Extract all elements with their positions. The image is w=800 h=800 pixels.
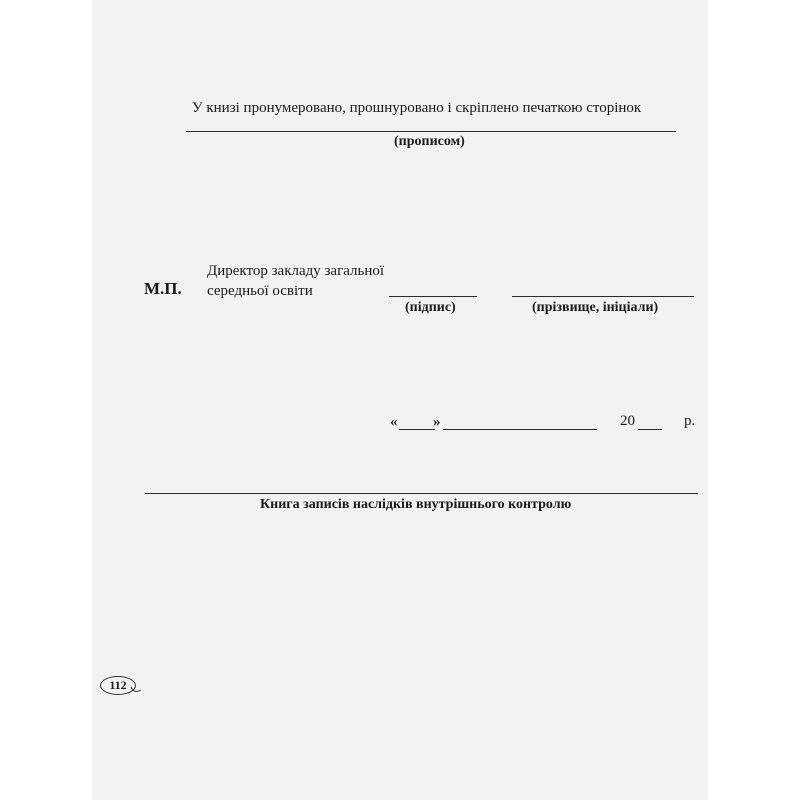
name-line: [512, 296, 694, 297]
page-count-caption: (прописом): [394, 134, 465, 149]
director-title-line2: середньої освіти: [207, 283, 313, 299]
date-close-quote: »: [433, 414, 441, 430]
book-title: Книга записів наслідків внутрішнього контролю: [260, 497, 572, 512]
date-day-line: [399, 429, 435, 430]
page-count-statement: У книзі пронумеровано, прошнуровано і скріплено печаткою сторінок: [192, 100, 642, 116]
year-prefix: 20: [620, 413, 635, 429]
footer-rule: [145, 493, 698, 494]
director-title-line1: Директор закладу загальної: [207, 263, 385, 279]
date-month-line: [443, 429, 597, 430]
document-page: [92, 0, 708, 800]
page-number-tail-icon: [130, 684, 142, 694]
date-open-quote: «: [390, 414, 398, 430]
stamp-mark: М.П.: [144, 279, 182, 298]
name-caption: (прізвище, ініціали): [532, 300, 659, 315]
year-suffix: р.: [684, 413, 696, 429]
signature-caption: (підпис): [405, 300, 456, 315]
date-year-line: [638, 429, 662, 430]
signature-line: [389, 296, 477, 297]
page-count-line: [186, 131, 676, 132]
page-number: 112: [109, 678, 127, 692]
